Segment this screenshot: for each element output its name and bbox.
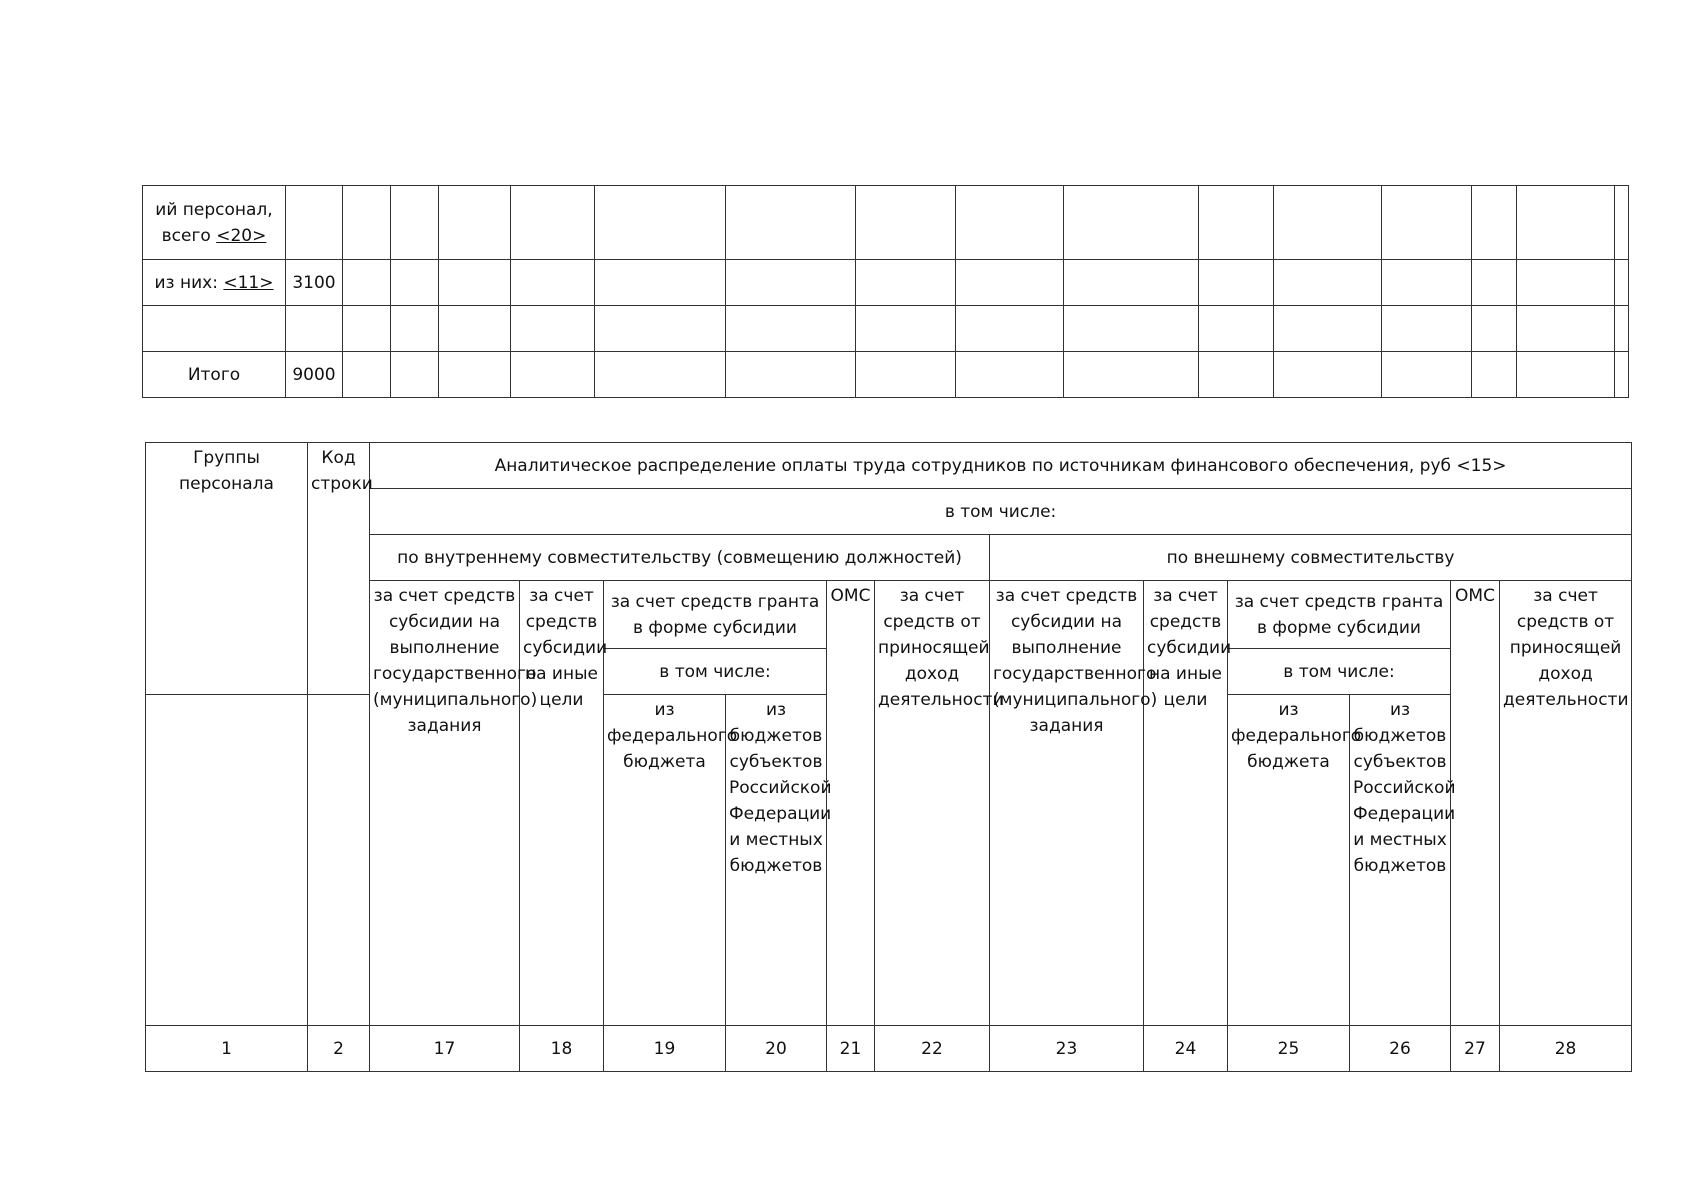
column-number: 20 bbox=[726, 1026, 827, 1072]
oms-header: ОМС bbox=[1451, 581, 1500, 1026]
subsidy-task-header: за счет средств субсидии на выполнение государственного (муниципального) задания bbox=[990, 581, 1144, 1026]
income-header: за счет средств от приносящей доход деятельности bbox=[1500, 581, 1632, 1026]
row-label: из них: <11> bbox=[143, 260, 286, 306]
col-groups-header: Группы персонала bbox=[146, 443, 308, 695]
column-number: 18 bbox=[520, 1026, 604, 1072]
table-row bbox=[143, 306, 1629, 352]
main-title-header: Аналитическое распределение оплаты труда сотрудников по источникам финансового обеспечения, руб <15> bbox=[370, 443, 1632, 489]
oms-header: ОМС bbox=[827, 581, 875, 1026]
row-code bbox=[286, 306, 343, 352]
column-number: 28 bbox=[1500, 1026, 1632, 1072]
column-number: 19 bbox=[604, 1026, 726, 1072]
column-number: 27 bbox=[1451, 1026, 1500, 1072]
regional-header: из бюджетов субъектов Российской Федерации и местных бюджетов bbox=[1350, 695, 1451, 1026]
federal-header: из федерального бюджета bbox=[1228, 695, 1350, 1026]
incl-header: в том числе: bbox=[370, 489, 1632, 535]
column-number: 23 bbox=[990, 1026, 1144, 1072]
regional-header: из бюджетов субъектов Российской Федерации и местных бюджетов bbox=[726, 695, 827, 1026]
grant-header: за счет средств гранта в форме субсидии bbox=[604, 581, 827, 649]
internal-header: по внутреннему совместительству (совмещению должностей) bbox=[370, 535, 990, 581]
grant-header: за счет средств гранта в форме субсидии bbox=[1228, 581, 1451, 649]
income-header: за счет средств от приносящей доход деятельности bbox=[875, 581, 990, 1026]
top-table bbox=[142, 185, 1629, 398]
table-row bbox=[143, 260, 1629, 306]
column-number: 21 bbox=[827, 1026, 875, 1072]
column-numbers-row bbox=[146, 1026, 1632, 1072]
table-row bbox=[143, 186, 1629, 260]
col-code-header: Код строки bbox=[308, 443, 370, 695]
row-code: 9000 bbox=[286, 352, 343, 398]
row-label bbox=[143, 306, 286, 352]
column-number: 26 bbox=[1350, 1026, 1451, 1072]
column-number: 24 bbox=[1144, 1026, 1228, 1072]
external-header: по внешнему совместительству bbox=[990, 535, 1632, 581]
subsidy-task-header: за счет средств субсидии на выполнение государственного (муниципального) задания bbox=[370, 581, 520, 1026]
column-number: 1 bbox=[146, 1026, 308, 1072]
federal-header: из федерального бюджета bbox=[604, 695, 726, 1026]
subsidy-other-header: за счет средств субсидии на иные цели bbox=[1144, 581, 1228, 1026]
grant-incl-header: в том числе: bbox=[1228, 649, 1451, 695]
subsidy-other-header: за счет средств субсидии на иные цели bbox=[520, 581, 604, 1026]
column-number: 17 bbox=[370, 1026, 520, 1072]
column-number: 22 bbox=[875, 1026, 990, 1072]
grant-incl-header: в том числе: bbox=[604, 649, 827, 695]
row-code bbox=[286, 186, 343, 260]
row-label: ий персонал, всего <20> bbox=[143, 186, 286, 260]
table-row bbox=[143, 352, 1629, 398]
row-code: 3100 bbox=[286, 260, 343, 306]
column-number: 25 bbox=[1228, 1026, 1350, 1072]
column-number: 2 bbox=[308, 1026, 370, 1072]
header-table bbox=[145, 442, 1632, 1072]
row-label: Итого bbox=[143, 352, 286, 398]
